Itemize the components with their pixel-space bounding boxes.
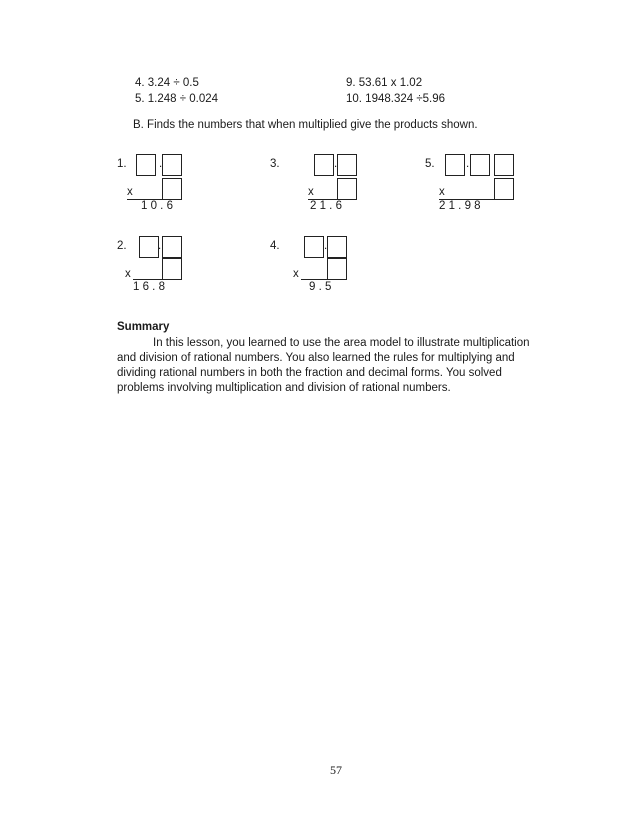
times-sign: x [127, 186, 133, 198]
answer-box[interactable] [304, 236, 324, 258]
answer-box[interactable] [327, 236, 347, 258]
times-sign: x [308, 186, 314, 198]
product: 9 . 5 [309, 281, 332, 293]
times-sign: x [293, 268, 299, 280]
answer-box[interactable] [494, 178, 514, 200]
page-number: 57 [330, 763, 342, 777]
answer-box[interactable] [139, 236, 162, 258]
problem-label: 5. [425, 158, 435, 170]
problem-label: 1. [117, 158, 127, 170]
answer-box[interactable] [337, 178, 357, 200]
summary-heading: Summary [117, 321, 170, 333]
exercise-9: 9. 53.61 x 1.02 [346, 77, 423, 89]
answer-box[interactable] [494, 154, 514, 176]
product: 1 0 . 6 [141, 200, 173, 212]
decimal-point: . [334, 158, 338, 170]
answer-box[interactable] [162, 154, 182, 176]
answer-box[interactable] [337, 154, 357, 176]
exercise-10: 10. 1948.324 ÷5.96 [346, 93, 446, 105]
decimal-point: . [159, 158, 163, 170]
answer-box[interactable] [445, 154, 465, 176]
answer-box[interactable] [470, 154, 490, 176]
answer-box[interactable] [162, 258, 182, 280]
answer-box[interactable] [162, 178, 182, 200]
product: 1 6 . 8 [133, 281, 165, 293]
problem-label: 3. [270, 158, 280, 170]
answer-box[interactable] [314, 154, 334, 176]
decimal-point: . [324, 240, 328, 252]
exercise-5: 5. 1.248 ÷ 0.024 [135, 93, 219, 105]
product-line [301, 279, 347, 280]
answer-box[interactable] [327, 258, 347, 280]
section-b-instruction: B. Finds the numbers that when multiplied give the products shown. [133, 119, 478, 131]
summary-body: In this lesson, you learned to use the area model to illustrate multiplication and division of rational numbers. You also learned the rules for multiplying and dividing rational numbers in both the fraction and decimal forms. You solved problems involving multiplication and division of rational numbers. [117, 337, 530, 394]
product: 2 1 . 6 [310, 200, 342, 212]
answer-box[interactable] [136, 154, 156, 176]
problem-label: 2. [117, 240, 127, 252]
times-sign: x [439, 186, 445, 198]
product: 2 1 . 9 8 [439, 200, 481, 212]
times-sign: x [125, 268, 131, 280]
problem-label: 4. [270, 240, 280, 252]
product-line [133, 279, 182, 280]
exercise-4: 4. 3.24 ÷ 0.5 [135, 77, 199, 89]
decimal-point: . [466, 158, 470, 170]
answer-box[interactable] [162, 236, 182, 258]
decimal-point: . [158, 240, 162, 252]
